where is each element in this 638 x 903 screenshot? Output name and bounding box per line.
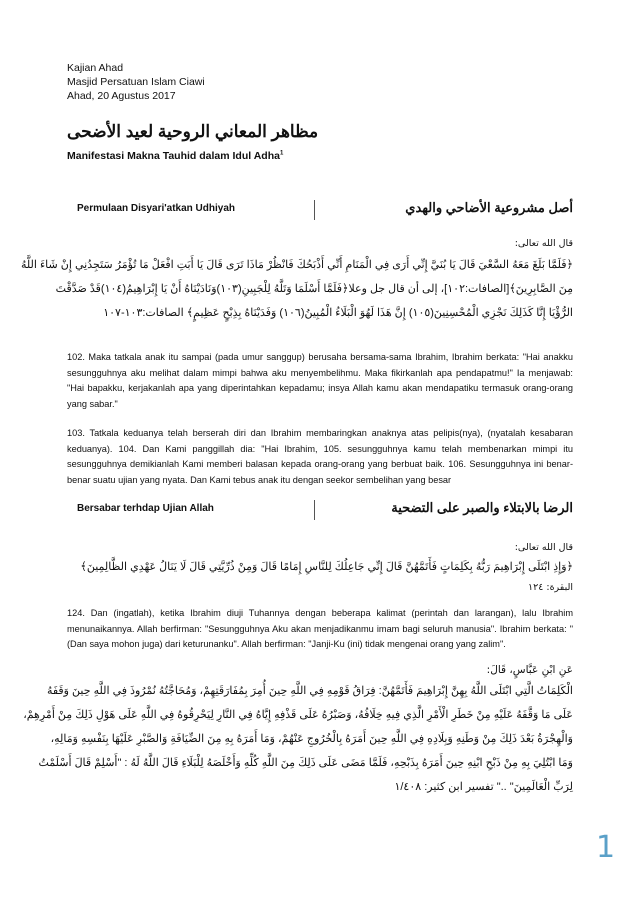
section-1-title-ar: أصل مشروعية الأضاحي والهدي xyxy=(405,200,573,215)
verse-124-ref: البقرة: ١٢٤ xyxy=(528,582,573,593)
verse-124: ﴿وَإِذِ ابْتَلَى إِبْرَاهِيمَ رَبُّهُ بِكَلِمَاتٍ فَأَتَمَّهُنَّ قَالَ إِنِّي جَاعِلُكَ لِلنَّاسِ إِمَامًا قَالَ وَمِنْ ذُرِّيَّتِي قَالَ لَا يَنَالُ عَهْدِي الظَّالِمِينَ﴾ xyxy=(80,561,573,573)
section-1-heading xyxy=(67,200,573,220)
header-line-3: Ahad, 20 Agustus 2017 xyxy=(67,90,176,102)
hadith-line-5: لِرَبِّ الْعَالَمِينَ" .." تفسير ابن كثير: ١/٤٠٨ xyxy=(394,781,573,793)
verse-line-2: مِنَ الصَّابِرِينَ﴾[الصافات:١٠٢]، إلى أن قال جل وعلا﴿فَلَمَّا أَسْلَمَا وَتَلَّهُ لِلْجَبِينِ(١٠٣)وَنَادَيْنَاهُ أَنْ يَا إِبْرَاهِيمُ(١٠٤)قَدْ صَدَّقْتَ xyxy=(55,283,573,295)
header-line-2: Masjid Persatuan Islam Ciawi xyxy=(67,76,205,88)
section-2-heading xyxy=(67,500,573,520)
section-2-title: Bersabar terhdap Ujian Allah xyxy=(77,503,214,514)
hadith-line-3: وَالْهِجْرَةُ بَعْدَ ذَلِكَ مِنْ وَطَنِهِ وَبِلَادِهِ فِي اللَّهِ حِينَ أَمَرَهُ بِالْخُرُوجِ عَنْهُمْ، وَمَا أَمَرَهُ بِهِ مِنَ الضِّيَافَةِ وَالصَّبْرِ عَلَيْهَا بِنَفْسِهِ وَمَالِهِ، xyxy=(50,733,573,745)
section-divider xyxy=(314,200,315,220)
section-divider xyxy=(314,500,315,520)
verse-line-1: ﴿فَلَمَّا بَلَغَ مَعَهُ السَّعْيَ قَالَ يَا بُنَيَّ إِنِّي أَرَى فِي الْمَنَامِ أَنِّي أَذْبَحُكَ فَانْظُرْ مَاذَا تَرَى قَالَ يَا أَبَتِ افْعَلْ مَا تُؤْمَرُ سَتَجِدُنِي إِنْ شَاءَ اللَّهُ xyxy=(21,259,573,271)
translation-paragraph-1: 102. Maka tatkala anak itu sampai (pada umur sanggup) berusaha bersama-sama Ibrahim, Ibrahim berkata: "Hai anakku sesungguhnya aku melihat dalam mimpi bahwa aku menyembelihmu. Maka fikirkanlah apa pendapatmu!" Ia menjawab: "Hai bapakku, kerjakanlah apa yang diperintahkan kepadamu; insya Allah kamu akan mendapatiku termasuk orang-orang yang sabar." xyxy=(67,352,573,409)
verse-line-3: الرُّؤْيَا إِنَّا كَذَلِكَ نَجْزِي الْمُحْسِنِينَ(١٠٥) إِنَّ هَذَا لَهُوَ الْبَلَاءُ الْمُبِينُ(١٠٦) وَفَدَيْنَاهُ بِذِبْحٍ عَظِيمٍ﴾ الصافات:١٠٣-١٠٧ xyxy=(103,307,573,319)
section-2-intro: قال الله تعالى: xyxy=(514,542,573,553)
hadith-intro: عَنِ ابْنِ عَبَّاسٍ، قَالَ: xyxy=(486,664,573,676)
hadith-line-1: الْكَلِمَاتُ الَّتِي ابْتَلَى اللَّهُ بِهِنَّ إِبْرَاهِيمَ فَأَتَمَّهُنَّ: فِرَاقُ قَوْمِهِ فِي اللَّهِ حِينَ أُمِرَ بِمُفَارَقَتِهِمْ، وَمُحَاجَّتُهُ نُمْرُوذَ فِي اللَّهِ حِينَ وَقَفَهُ xyxy=(46,685,573,697)
subtitle xyxy=(67,150,283,162)
section-2-title-ar: الرضا بالابتلاء والصبر على التضحية xyxy=(391,500,573,515)
hadith-line-4: وَمَا ابْتُلِيَ بِهِ مِنْ ذَبْحِ ابْنِهِ حِينَ أَمَرَهُ بِذَبْحِهِ، فَلَمَّا مَضَى عَلَى ذَلِكَ مِنَ اللَّهِ كُلِّهِ وَأَخْلَصَهُ لِلْبَلَاءِ قَالَ اللَّهُ لَهُ : "أَسْلِمْ قَالَ أَسْلَمْتُ xyxy=(38,757,573,769)
translation-124: 124. Dan (ingatlah), ketika Ibrahim diuji Tuhannya dengan beberapa kalimat (perintah dan larangan), lalu Ibrahim menunaikannya. Allah berfirman: "Sesungguhnya Aku akan menjadikanmu imam bagi seluruh manusia". Ibrahim berkata: "(Dan saya mohon juga) dari keturunanku". Allah berfirman: "Janji-Ku (ini) tidak mengenai orang yang zalim". xyxy=(67,608,573,649)
section-1-intro: قال الله تعالى: xyxy=(514,238,573,249)
section-1-title: Permulaan Disyari'atkan Udhiyah xyxy=(77,203,235,214)
subtitle-text: Manifestasi Makna Tauhid dalam Idul Adha xyxy=(67,150,280,162)
page-number: 1 xyxy=(596,830,616,865)
hadith-line-2: عَلَى مَا وَقَّفَهُ عَلَيْهِ مِنْ خَطَرِ الْأَمْرِ الَّذِي فِيهِ خِلَافُهُ، وَصَبْرُهُ عَلَى قَذْفِهِ إِيَّاهُ فِي النَّارِ لِيَحْرِقُوهُ فِي اللَّهِ عَلَى هَوْلِ ذَلِكَ مِنْ أَمْرِهِمْ، xyxy=(23,709,573,721)
arabic-title: مظاهر المعاني الروحية لعيد الأضحى xyxy=(67,122,319,141)
footnote-marker: 1 xyxy=(279,150,284,157)
translation-paragraph-2: 103. Tatkala keduanya telah berserah diri dan Ibrahim membaringkan anaknya atas pelipis(nya), (nyatalah kesabaran keduanya). 104. Dan Kami panggillah dia: "Hai Ibrahim, 105. sesungguhnya kamu telah membenarkan mimpi itu sesungguhnya demikianlah Kami memberi balasan kepada orang-orang yang berbuat baik. 106. Sesungguhnya ini benar-benar suatu ujian yang nyata. Dan Kami tebus anak itu dengan seekor sembelihan yang besar xyxy=(67,428,573,485)
header-line-1: Kajian Ahad xyxy=(67,62,124,74)
